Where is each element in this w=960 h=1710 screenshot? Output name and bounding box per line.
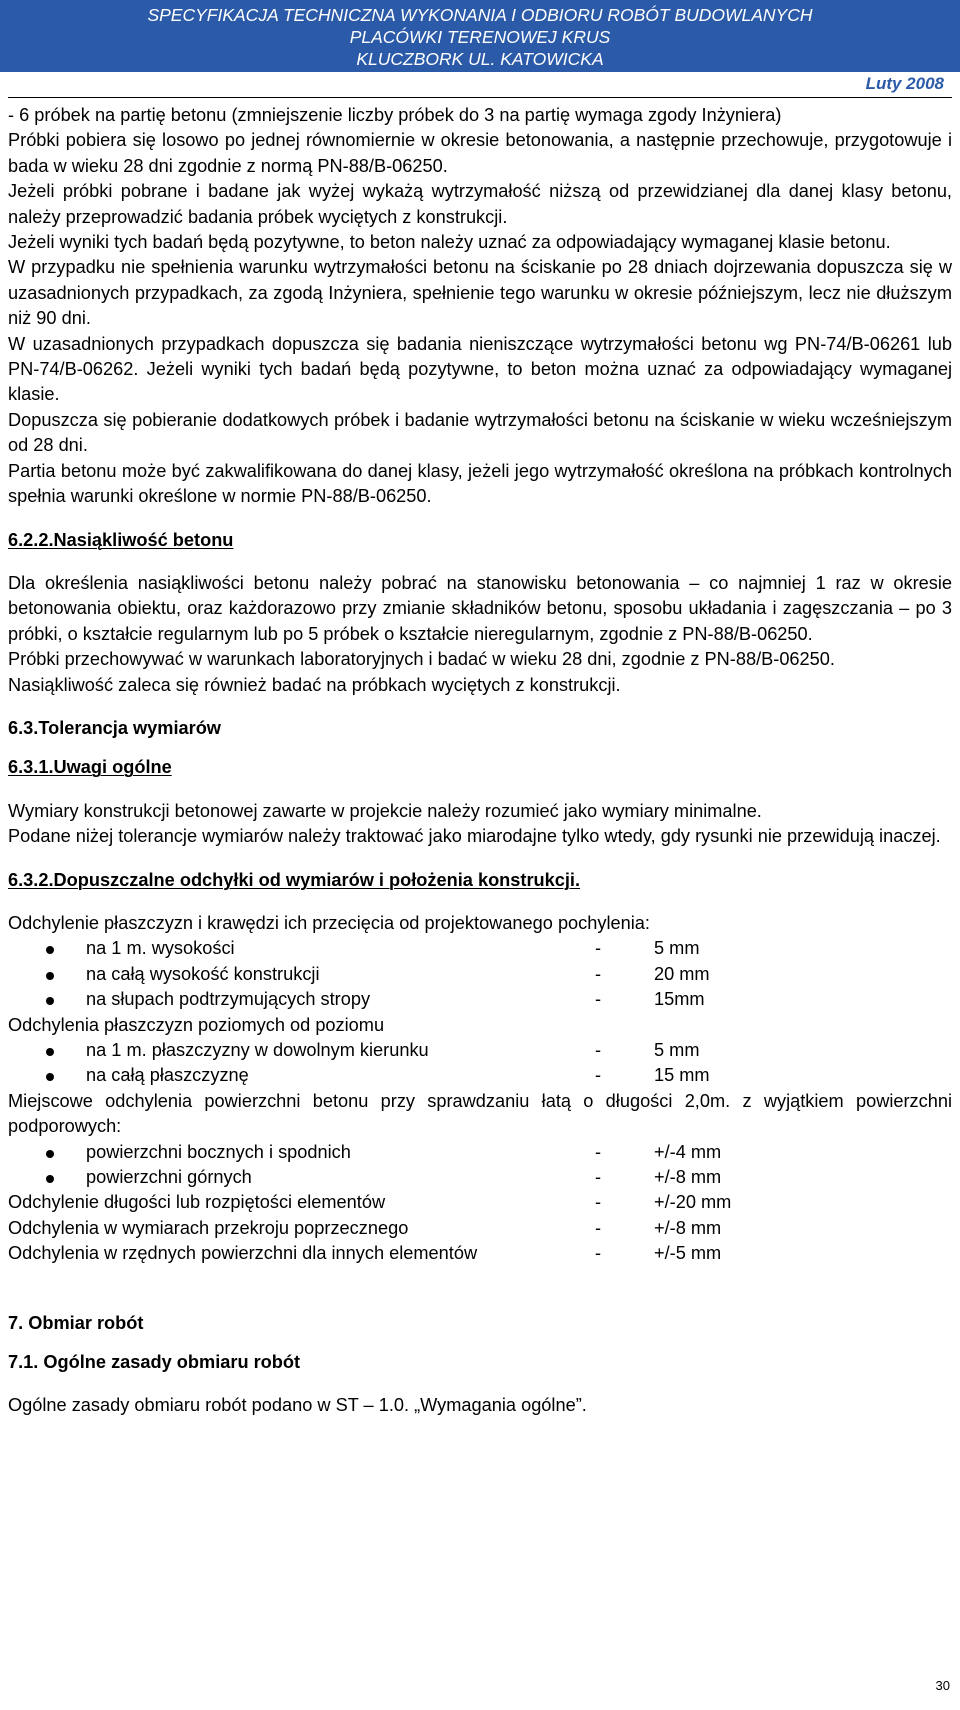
document-body [8, 103, 952, 1419]
tolerance-value: 15mm [654, 989, 705, 1010]
tolerance-label: na całą wysokość konstrukcji [86, 963, 320, 984]
tolerance-value: 15 mm [654, 1065, 710, 1086]
tolerance-label: powierzchni górnych [86, 1166, 252, 1187]
tolerance-dash: - [595, 938, 602, 959]
tolerance-label: Odchylenia w rzędnych powierzchni dla innych elementów [8, 1243, 478, 1264]
tolerance-value: +/-4 mm [654, 1141, 722, 1162]
tolerance-dash: - [595, 1065, 602, 1086]
paragraph: Dopuszcza się pobieranie dodatkowych próbek i badanie wytrzymałości betonu na ściskanie w wieku wcześniejszym od 28 dni. [8, 409, 952, 456]
section-heading-6-2-2: 6.2.2.Nasiąkliwość betonu [8, 529, 234, 550]
tolerance-label: na całą płaszczyznę [86, 1065, 249, 1086]
tolerance-dash: - [595, 1141, 602, 1162]
tolerance-list [8, 1038, 952, 1089]
bullet-icon [46, 1073, 54, 1081]
paragraph: W uzasadnionych przypadkach dopuszcza się badania nieniszczące wytrzymałości betonu wg PN-74/B-06261 lub PN-74/B-06262. Jeżeli wyniki tych badań będą pozytywne, to beton można uznać za odpowiadający wymaganej klasie. [8, 333, 952, 405]
tolerance-dash: - [595, 963, 602, 984]
tolerance-dash: - [595, 1192, 602, 1213]
tolerance-row [8, 987, 952, 1012]
paragraph: Próbki pobiera się losowo po jednej równomiernie w okresie betonowania, a następnie przechowuje, przygotowuje i bada w wieku 28 dni zgodnie z normą PN-88/B-06250. [8, 130, 952, 176]
tolerance-dash: - [595, 1039, 602, 1060]
bullet-icon [46, 1175, 54, 1183]
tolerance-value: +/-20 mm [654, 1192, 732, 1213]
tolerance-value: 5 mm [654, 938, 700, 959]
page-number: 30 [935, 1678, 950, 1693]
tolerance-dash: - [595, 989, 602, 1010]
tolerance-group-title: Miejscowe odchylenia powierzchni betonu przy sprawdzaniu łatą o długości 2,0m. z wyjątkiem powierzchni podporowych: [8, 1090, 952, 1137]
header-band [0, 0, 960, 72]
section-heading-7-1: 7.1. Ogólne zasady obmiaru robót [8, 1351, 301, 1372]
paragraph: - 6 próbek na partię betonu (zmniejszenie liczby próbek do 3 na partię wymaga zgody Inżyniera) [8, 105, 782, 125]
paragraph: Jeżeli wyniki tych badań będą pozytywne, to beton należy uznać za odpowiadający wymaganej klasie betonu. [8, 232, 891, 253]
tolerance-value: +/-8 mm [654, 1217, 722, 1238]
tolerance-row [8, 1063, 952, 1088]
tolerance-row [8, 1140, 952, 1165]
section-heading-6-3-1: 6.3.1.Uwagi ogólne [8, 757, 172, 778]
tolerance-label: na 1 m. wysokości [86, 938, 235, 959]
tolerance-group-title: Odchylenie płaszczyzn i krawędzi ich przecięcia od projektowanego pochylenia: [8, 912, 650, 933]
tolerance-dash: - [595, 1217, 602, 1238]
header-title-line-3: KLUCZBORK UL. KATOWICKA [356, 49, 604, 69]
bullet-icon [46, 1048, 54, 1056]
tolerance-label: powierzchni bocznych i spodnich [86, 1141, 351, 1162]
tolerance-label: na słupach podtrzymujących stropy [86, 989, 371, 1010]
tolerance-value: +/-8 mm [654, 1166, 722, 1187]
paragraph: Podane niżej tolerancje wymiarów należy traktować jako miarodajne tylko wtedy, gdy rysunki nie przewidują inaczej. [8, 826, 941, 847]
bullet-icon [46, 1150, 54, 1158]
tolerance-value: +/-5 mm [654, 1243, 722, 1264]
tolerance-value: 5 mm [654, 1039, 700, 1060]
tolerance-row [8, 1038, 952, 1063]
tolerance-label: Odchylenia w wymiarach przekroju poprzecznego [8, 1217, 409, 1238]
paragraph: Wymiary konstrukcji betonowej zawarte w projekcie należy rozumieć jako wymiary minimalne. [8, 800, 762, 821]
tolerance-dash: - [595, 1243, 602, 1264]
section-heading-6-3-2: 6.3.2.Dopuszczalne odchyłki od wymiarów i położenia konstrukcji. [8, 869, 581, 890]
tolerance-list [8, 1140, 952, 1191]
tolerance-list [8, 936, 952, 1012]
tolerance-row [8, 1216, 952, 1241]
header-divider [8, 97, 952, 98]
bullet-icon [46, 972, 54, 980]
tolerance-group-title: Odchylenia płaszczyzn poziomych od poziomu [8, 1014, 385, 1035]
paragraph: W przypadku nie spełnienia warunku wytrzymałości betonu na ściskanie po 28 dniach dojrzewania dopuszcza się w uzasadnionych przypadkach, za zgodą Inżyniera, spełnienie tego warunku w okresie późniejszym, lecz nie dłuższym niż 90 dni. [8, 257, 952, 329]
paragraph: Nasiąkliwość zaleca się również badać na próbkach wyciętych z konstrukcji. [8, 674, 621, 695]
bullet-icon [46, 997, 54, 1005]
paragraph: Dla określenia nasiąkliwości betonu należy pobrać na stanowisku betonowania – co najmniej 1 raz w okresie betonowania obiektu, oraz każdorazowo przy zmianie składników betonu, sposobu układania i zagęszczania – po 3 próbki, o kształcie regularnym lub po 5 próbek o kształcie nieregularnym, zgodnie z PN-88/B-06250. [8, 572, 952, 644]
tolerance-row [8, 1190, 952, 1215]
header-date: Luty 2008 [865, 74, 944, 93]
header-title-line-1: SPECYFIKACJA TECHNICZNA WYKONANIA I ODBIORU ROBÓT BUDOWLANYCH [147, 5, 813, 25]
tolerance-label: Odchylenie długości lub rozpiętości elementów [8, 1192, 386, 1213]
paragraph: Próbki przechowywać w warunkach laboratoryjnych i badać w wieku 28 dni, zgodnie z PN-88/B-06250. [8, 649, 835, 670]
header-title-line-2: PLACÓWKI TERENOWEJ KRUS [349, 27, 611, 47]
paragraph: Jeżeli próbki pobrane i badane jak wyżej wykażą wytrzymałość niższą od przewidzianej dla danej klasy betonu, należy przeprowadzić badania próbek wyciętych z konstrukcji. [8, 181, 952, 227]
tolerance-row [8, 1165, 952, 1190]
paragraph: Ogólne zasady obmiaru robót podano w ST – 1.0. „Wymagania ogólne”. [8, 1395, 587, 1416]
tolerance-row [8, 936, 952, 961]
tolerance-label: na 1 m. płaszczyzny w dowolnym kierunku [86, 1039, 429, 1060]
tolerance-list-flat [8, 1190, 952, 1266]
tolerance-row [8, 962, 952, 987]
tolerance-value: 20 mm [654, 963, 710, 984]
bullet-icon [46, 946, 54, 954]
page-header [0, 0, 960, 98]
paragraph: Partia betonu może być zakwalifikowana do danej klasy, jeżeli jego wytrzymałość określona na próbkach kontrolnych spełnia warunki określone w normie PN-88/B-06250. [8, 460, 952, 507]
tolerance-row [8, 1241, 952, 1266]
tolerance-dash: - [595, 1166, 602, 1187]
section-heading-6-3: 6.3.Tolerancja wymiarów [8, 717, 221, 738]
section-heading-7: 7. Obmiar robót [8, 1312, 144, 1333]
